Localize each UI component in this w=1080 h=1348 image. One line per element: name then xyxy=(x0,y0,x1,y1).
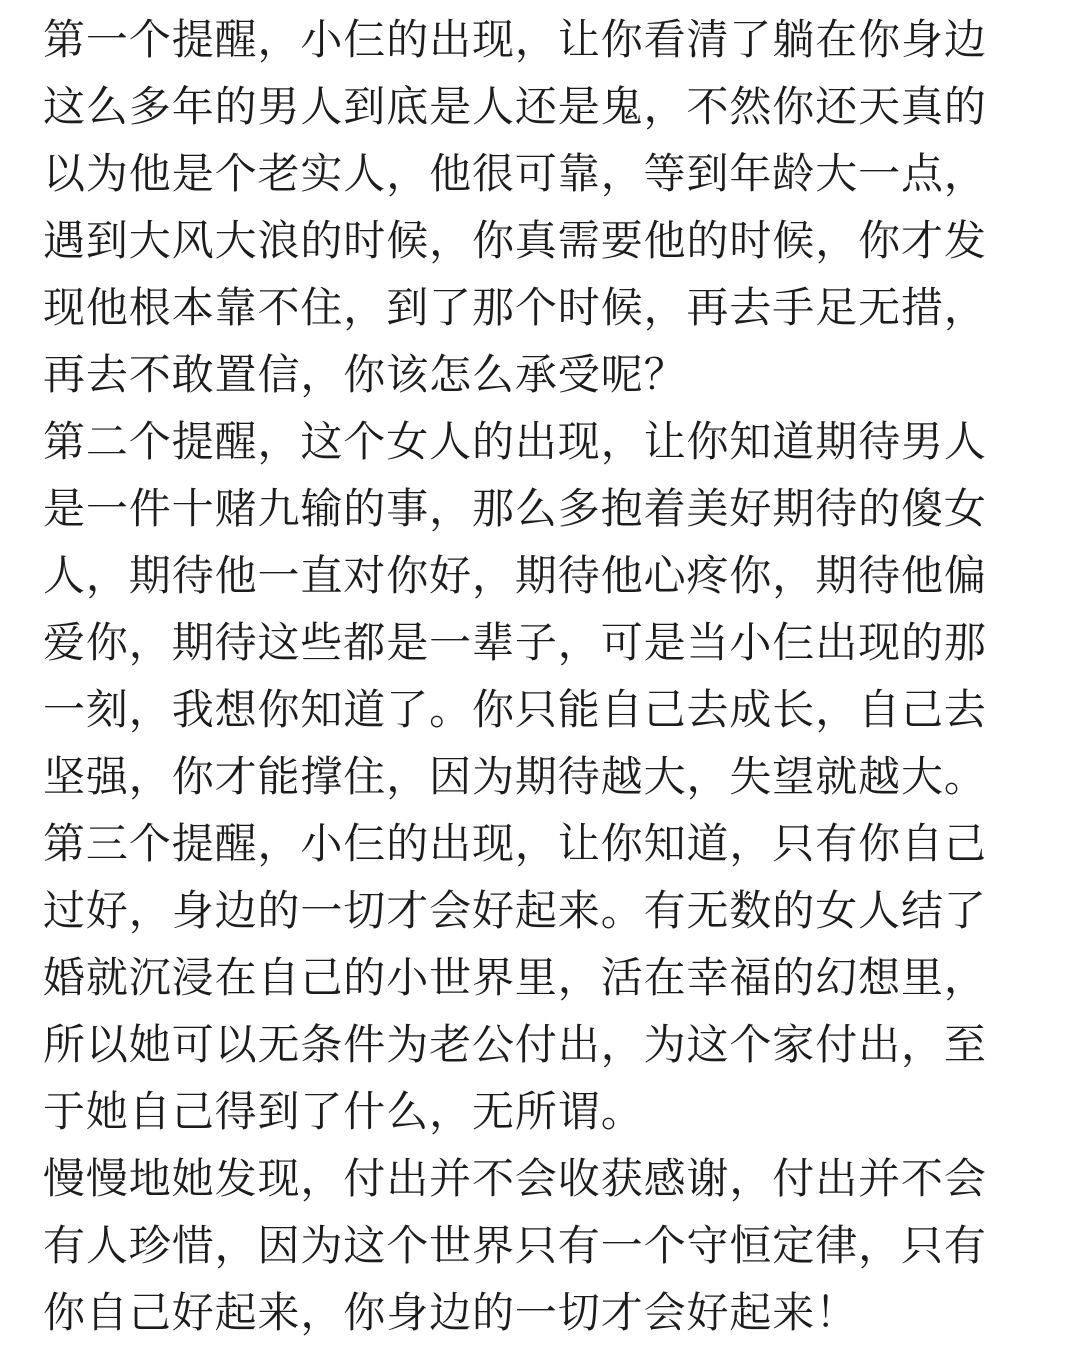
text-line: 第一个提醒，小仨的出现，让你看清了躺在你身边 xyxy=(43,15,987,64)
text-line: 是一件十赌九输的事，那么多抱着美好期待的傻女 xyxy=(43,484,987,533)
text-line: 第二个提醒，这个女人的出现，让你知道期待男人 xyxy=(43,417,987,466)
text-line: 你自己好起来，你身边的一切才会好起来！ xyxy=(43,1288,859,1337)
text-line: 过好，身边的一切才会好起来。有无数的女人结了 xyxy=(43,886,987,935)
text-line: 再去不敢置信，你该怎么承受呢？ xyxy=(43,350,687,399)
text-line: 这么多年的男人到底是人还是鬼，不然你还天真的 xyxy=(43,82,987,131)
text-line: 第三个提醒，小仨的出现，让你知道，只有你自己 xyxy=(43,819,987,868)
text-line: 以为他是个老实人，他很可靠，等到年龄大一点， xyxy=(43,149,987,198)
text-line: 遇到大风大浪的时候，你真需要他的时候，你才发 xyxy=(43,216,987,265)
text-line: 慢慢地她发现，付出并不会收获感谢，付出并不会 xyxy=(43,1154,987,1203)
text-line: 爱你，期待这些都是一辈子，可是当小仨出现的那 xyxy=(43,618,987,667)
text-line: 现他根本靠不住，到了那个时候，再去手足无措， xyxy=(43,283,987,332)
text-line: 有人珍惜，因为这个世界只有一个守恒定律，只有 xyxy=(43,1221,987,1270)
text-line: 于她自己得到了什么，无所谓。 xyxy=(43,1087,644,1136)
text-line: 坚强，你才能撑住，因为期待越大，失望就越大。 xyxy=(43,752,987,801)
text-line: 人，期待他一直对你好，期待他心疼你，期待他偏 xyxy=(43,551,987,600)
text-line: 所以她可以无条件为老公付出，为这个家付出，至 xyxy=(43,1020,987,1069)
text-line: 一刻，我想你知道了。你只能自己去成长，自己去 xyxy=(43,685,987,734)
text-line: 婚就沉浸在自己的小世界里，活在幸福的幻想里， xyxy=(43,953,987,1002)
article-text xyxy=(43,6,1043,1346)
